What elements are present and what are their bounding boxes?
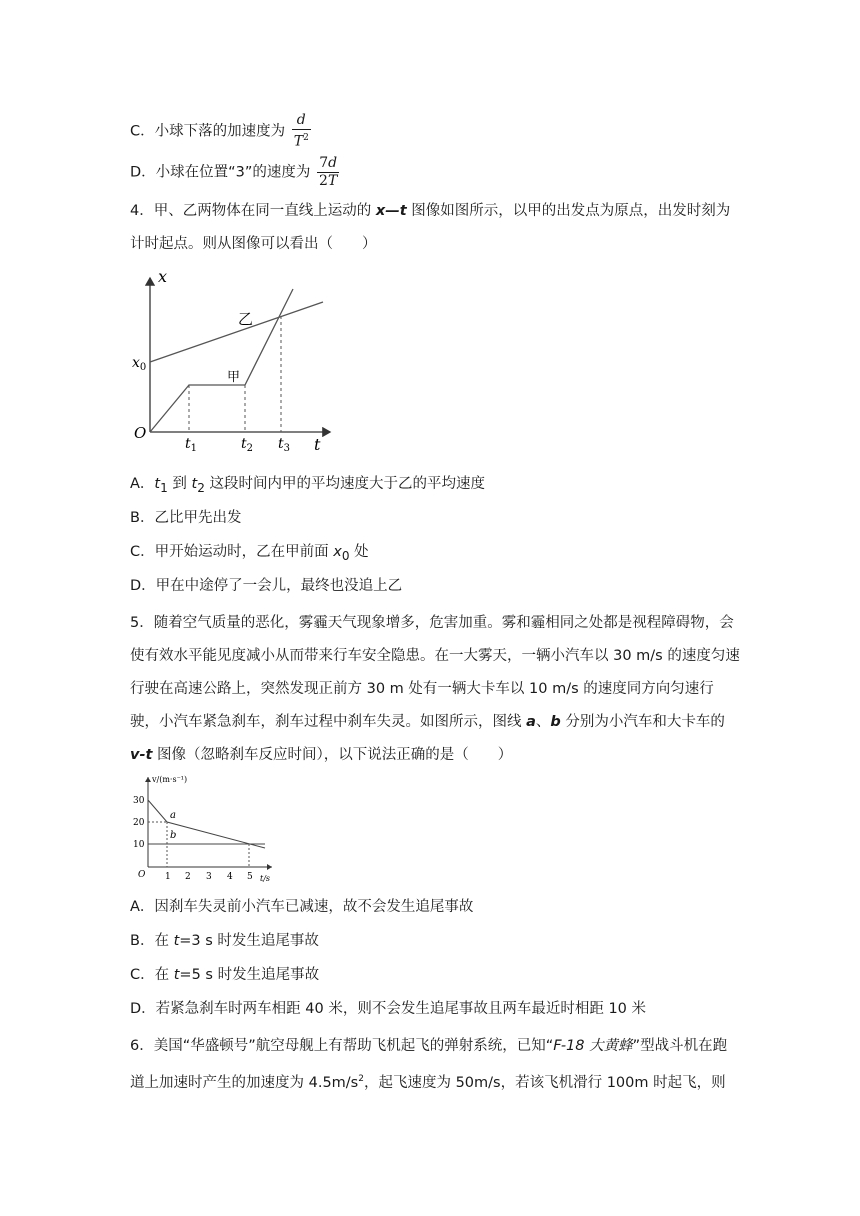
t1-label: $t_1$ [185, 436, 198, 454]
y-axis-label: v/(m·s⁻¹) [152, 775, 188, 784]
q4-stem: 4．甲、乙两物体在同一直线上运动的 x—t 图像如图所示，以甲的出发点为原点，出发时刻为计时起点。则从图像可以看出（ ） [130, 203, 731, 252]
t2-label: $t_2$ [241, 436, 254, 454]
q4-xt-graph [130, 268, 340, 454]
q4-option-b: B．乙比甲先出发 [130, 510, 242, 526]
x0-label: $x_0$ [132, 355, 147, 373]
q3-option-d-fraction [317, 155, 339, 190]
q5-option-d: D．若紧急刹车时两车相距 40 米，则不会发生追尾事故且两车最近时相距 10 米 [130, 1001, 647, 1017]
series-yi-line [150, 302, 323, 362]
q4-option-c: C．甲开始运动时，乙在甲前面 $x_0$ 处 [130, 544, 369, 563]
origin-label: O [138, 870, 146, 880]
origin-label: O [134, 424, 147, 442]
y-axis-label: x [158, 268, 168, 286]
q5-option-b: B．在 t=3 s 时发生追尾事故 [130, 933, 319, 949]
y-tick-20: 20 [133, 818, 145, 828]
q3-option-c [130, 112, 311, 151]
series-a-label: a [170, 810, 176, 821]
q3-option-d [130, 155, 339, 190]
x-tick-1: 1 [165, 872, 171, 882]
series-yi-label: 乙 [238, 310, 254, 328]
x-tick-3: 3 [206, 872, 212, 882]
fraction-numerator: d [296, 112, 306, 128]
t3-label: $t_3$ [278, 436, 291, 454]
q4-option-d: D．甲在中途停了一会儿，最终也没追上乙 [130, 578, 403, 594]
series-jia-line [150, 289, 293, 432]
x-axis-label: t/s [260, 874, 271, 882]
series-a-line [148, 800, 265, 848]
y-tick-10: 10 [133, 840, 145, 850]
q3-option-c-fraction [292, 112, 311, 151]
q6-stem: 6．美国“华盛顿号”航空母舰上有帮助飞机起飞的弹射系统，已知“F-18 大黄蜂”型战斗机在跑道上加速时产生的加速度为 $4.5m/s^2$，起飞速度为 50m/s，若该飞机滑行 100m 时起飞，则 [130, 1038, 728, 1091]
q5-option-a: A．因刹车失灵前小汽车已减速，故不会发生追尾事故 [130, 899, 474, 915]
x-tick-4: 4 [227, 872, 233, 882]
fraction-numerator: 7d [319, 155, 338, 171]
x-tick-5: 5 [247, 872, 253, 882]
series-jia-label: 甲 [227, 370, 241, 385]
q5-vt-graph [130, 772, 280, 882]
q5-option-c: C．在 t=5 s 时发生追尾事故 [130, 967, 320, 983]
q5-stem: 5．随着空气质量的恶化，雾霾天气现象增多，危害加重。雾和霾相同之处都是视程障碍物，会使有效水平能见度减小从而带来行车安全隐患。在一大雾天，一辆小汽车以 30 m/s 的速度匀速行驶在高速公路上，突然发现正前方 30 m 处有一辆大卡车以 10 m/s 的速度同方向匀速行驶，小汽车紧急刹车，刹车过程中刹车失灵。如图所示，图线 a、b 分别为小汽车和大卡车的 v-t 图像（忽略刹车反应时间），以下说法正确的是（ ） [130, 615, 740, 763]
fraction-denominator: $T^2$ [292, 129, 311, 151]
q4-option-a: A．$t_1$ 到 $t_2$ 这段时间内甲的平均速度大于乙的平均速度 [130, 476, 485, 495]
q3-option-d-text: D．小球在位置“3”的速度为 [130, 164, 311, 181]
series-b-label: b [170, 830, 177, 841]
x-axis-label: t [314, 435, 321, 454]
y-tick-30: 30 [133, 796, 145, 806]
fraction-denominator: 2T [319, 173, 338, 189]
q3-option-c-text: C．小球下落的加速度为 [130, 123, 286, 140]
x-tick-2: 2 [185, 872, 191, 882]
